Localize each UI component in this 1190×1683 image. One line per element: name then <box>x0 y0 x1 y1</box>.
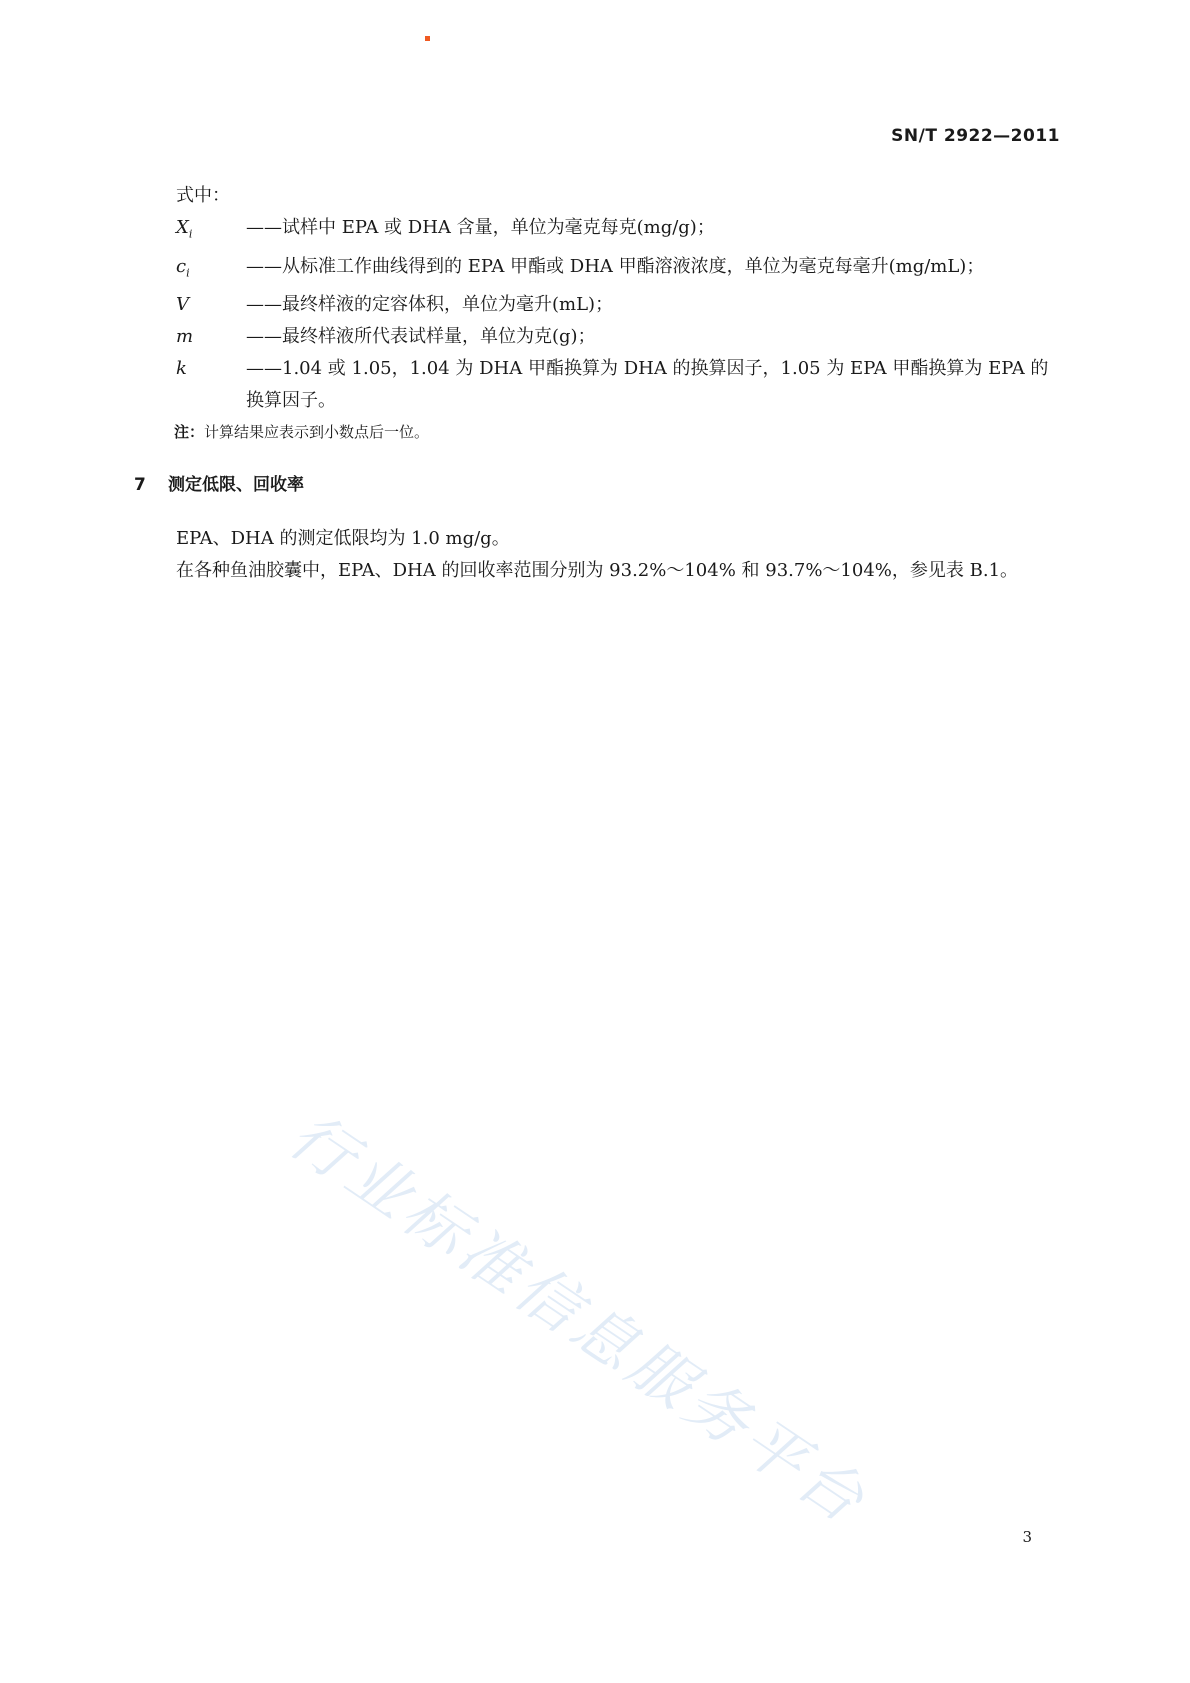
content-body <box>134 180 1062 587</box>
note-text: 计算结果应表示到小数点后一位。 <box>204 423 430 442</box>
variable-symbol: $X_i$ <box>176 217 193 241</box>
variable-row-ci <box>176 251 1062 290</box>
variable-symbol: $c_i$ <box>176 255 190 280</box>
variable-description: ——试样中 EPA 或 DHA 含量，单位为毫克每克(mg/g)； <box>246 217 715 238</box>
standard-code: SN/T 2922—2011 <box>891 126 1060 146</box>
note-label: 注： <box>174 423 205 442</box>
watermark-text: 行业标准信息服务平台 <box>276 1098 882 1540</box>
section-number: 7 <box>134 475 146 496</box>
variable-row-xi <box>176 212 1062 251</box>
variable-row-m <box>176 321 1062 353</box>
top-mark-icon <box>425 36 430 41</box>
variable-description: ——最终样液所代表试样量，单位为克(g)； <box>246 326 596 348</box>
paragraph-detection-limit: EPA、DHA 的测定低限均为 1.0 mg/g。 <box>176 528 510 550</box>
variable-row-k <box>176 353 1062 417</box>
variable-symbol: k <box>176 358 187 380</box>
paragraph-recovery-rate: 在各种鱼油胶囊中，EPA、DHA 的回收率范围分别为 93.2%～104% 和 93.7%～104%，参见表 B.1。 <box>176 560 1019 582</box>
variable-symbol: m <box>176 326 194 348</box>
calculation-note <box>174 417 1062 447</box>
variable-symbol: V <box>176 294 189 316</box>
variable-row-v <box>176 289 1062 321</box>
variable-description: ——1.04 或 1.05，1.04 为 DHA 甲酯换算为 DHA 的换算因子，1.05 为 EPA 甲酯换算为 EPA 的换算因子。 <box>246 358 1049 412</box>
section-title: 测定低限、回收率 <box>168 475 304 496</box>
variable-description: ——最终样液的定容体积，单位为毫升(mL)； <box>246 294 614 316</box>
variable-description: ——从标准工作曲线得到的 EPA 甲酯或 DHA 甲酯溶液浓度，单位为毫克每毫升(mg/mL)； <box>246 255 985 277</box>
formula-legend-intro: 式中： <box>176 185 230 206</box>
page-number: 3 <box>1022 1528 1032 1546</box>
section-heading <box>134 469 1062 501</box>
